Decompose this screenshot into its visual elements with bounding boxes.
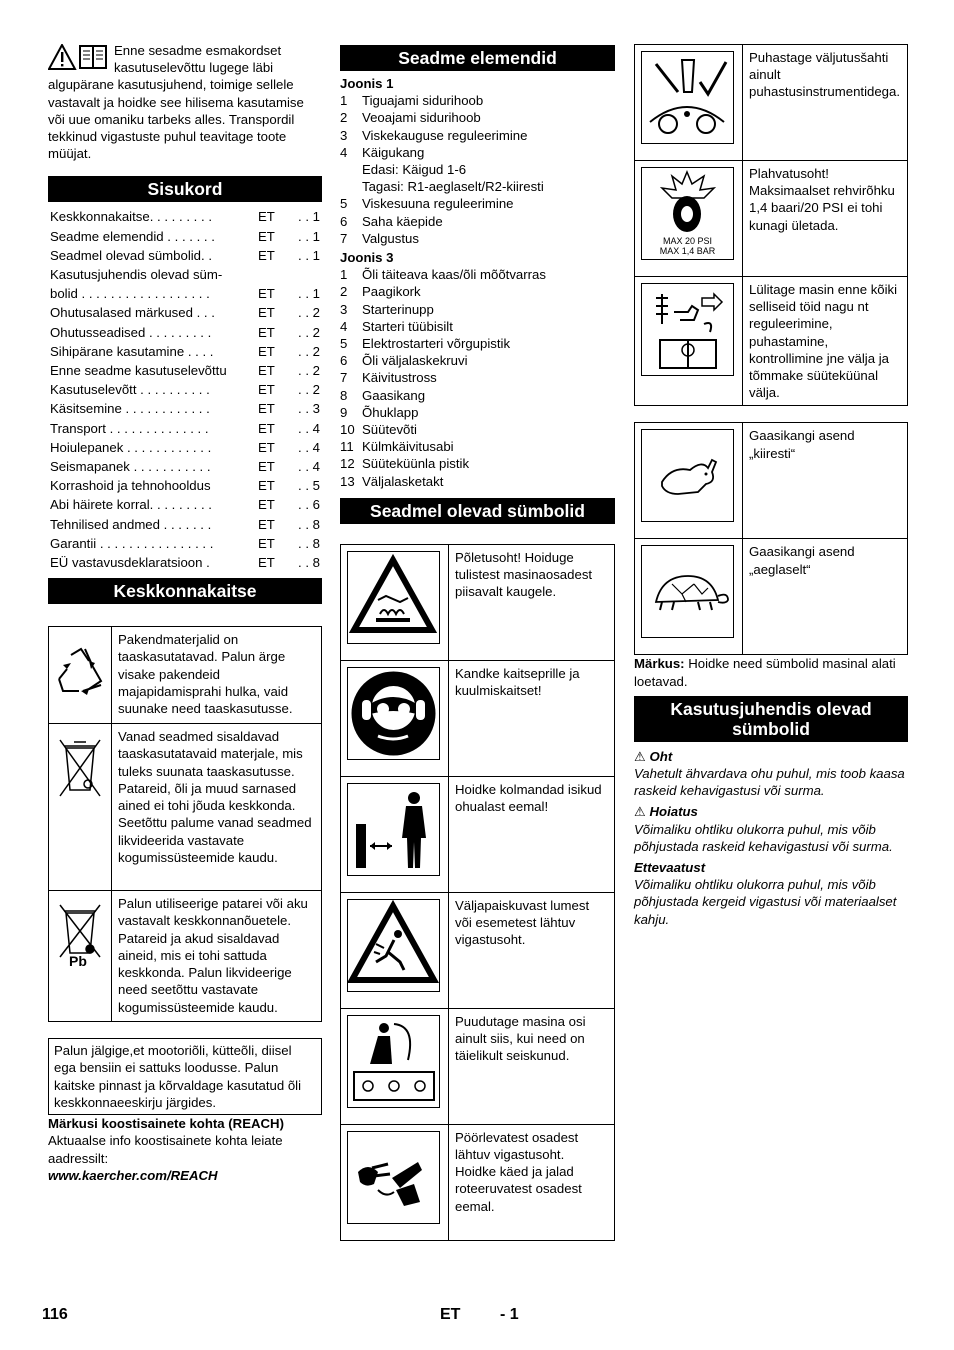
note-label: Märkus: <box>634 656 685 672</box>
list-item <box>340 144 615 161</box>
list-item-number: 11 <box>340 439 354 455</box>
toc-lang: ET <box>258 209 275 225</box>
symbol-text-fast: Gaasikangi asend „kiiresti“ <box>743 423 908 539</box>
danger-title: Oht <box>649 748 673 764</box>
toc-lang: ET <box>258 343 275 359</box>
toc-row[interactable] <box>48 457 322 476</box>
toc-page: . . 2 <box>298 382 320 398</box>
env-text-2: Vanad seadmed sisaldavad taaskasutatavaid materjale, mis tuleks suunata taaskasutusse. Patareid, õli ja muud sarnased ained ei tohi jõuda keskkonda. Seetõttu palume vanad seadmed likvideerida vastavate kogumissüsteemide kaudu. <box>112 724 322 891</box>
list-item <box>340 283 615 300</box>
list-item-number: 7 <box>340 370 348 386</box>
toc-page: . . 8 <box>298 535 320 551</box>
symbol-row <box>635 45 908 161</box>
toc-page: . . 2 <box>298 343 320 359</box>
symbol-row <box>635 423 908 539</box>
env-row <box>49 891 322 1022</box>
symbol-row <box>635 277 908 406</box>
list-item-text: Käivitustross <box>362 370 437 386</box>
toc-lang: ET <box>258 228 275 244</box>
toc-page: . . 4 <box>298 420 320 436</box>
machine-symbols-table <box>340 544 615 1241</box>
toc-row[interactable] <box>48 303 322 322</box>
list-item-number: 13 <box>340 473 355 489</box>
toc-row[interactable] <box>48 399 322 418</box>
clean-chute-tool-icon <box>641 51 734 144</box>
reach-title: Märkusi koostisainete kohta (REACH) <box>48 1116 284 1132</box>
toc-name: bolid . . . . . . . . . . . . . . . . . . <box>50 286 210 302</box>
list-item-text: Süüteküünla pistik <box>362 456 470 472</box>
toc-page: . . 4 <box>298 439 320 455</box>
list-item-number: 12 <box>340 456 355 472</box>
toc-lang: ET <box>258 324 275 340</box>
toc-row[interactable] <box>48 438 322 457</box>
caution-text: Võimaliku ohtliku olukorra puhul, mis võib põhjustada kergeid vigastusi või materiaalset kahju. <box>634 877 897 927</box>
toc-row[interactable] <box>48 495 322 514</box>
warning-triangle-icon: ⚠ <box>634 748 646 764</box>
toc-lang: ET <box>258 286 275 302</box>
keep-distance-person-icon <box>347 783 440 876</box>
toc-row[interactable] <box>48 515 322 534</box>
environment-heading: Keskkonnakaitse <box>48 578 322 604</box>
toc-lang: ET <box>258 247 275 263</box>
list-item <box>340 455 615 472</box>
toc-lang <box>256 265 294 284</box>
list-item <box>340 127 615 144</box>
symbol-text-7: Puhastage väljutusšahti ainult puhastusinstrumentidega. <box>743 45 908 161</box>
symbol-text-8: Plahvatusoht! Maksimaalset rehvirõhku 1,4 baari/20 PSI ei tohi kunagi ületada. <box>743 161 908 277</box>
list-item-number: 9 <box>340 404 348 420</box>
list-item-text: Süütevõti <box>362 422 417 438</box>
toc-page: . . 3 <box>298 401 320 417</box>
goggles-ear-protection-icon <box>347 667 440 760</box>
toc-heading: Sisukord <box>48 176 322 202</box>
toc-page: . . 6 <box>298 497 320 513</box>
list-item-text: Tiguajami sidurihoob <box>362 93 484 109</box>
crossed-bin-icon-cell <box>49 724 112 891</box>
toc-name: Seismapanek . . . . . . . . . . . <box>50 459 211 475</box>
list-item-number: 3 <box>340 301 348 317</box>
toc-row[interactable] <box>48 361 322 380</box>
turtle-slow-icon <box>641 545 734 638</box>
symbol-icon-cell <box>341 776 449 892</box>
toc-name: Garantii . . . . . . . . . . . . . . . . <box>50 535 214 551</box>
list-item-number: 6 <box>340 213 348 229</box>
symbol-icon-cell <box>635 277 743 406</box>
list-item-number: 5 <box>340 336 348 352</box>
symbol-text-3: Hoidke kolmandad isikud ohualast eemal! <box>449 776 615 892</box>
list-item-number: 1 <box>340 267 348 283</box>
toc-name: EÜ vastavusdeklaratsioon . <box>50 555 210 571</box>
symbol-row <box>635 539 908 655</box>
toc-lang: ET <box>258 305 275 321</box>
list-item <box>340 335 615 352</box>
components-heading: Seadme elemendid <box>340 45 615 71</box>
toc-page: . . 1 <box>298 228 320 244</box>
symbol-icon-cell <box>635 539 743 655</box>
list-item-number: 3 <box>340 127 348 143</box>
symbol-text-1: Põletusoht! Hoiduge tulistest masinaosadest piisavalt kaugele. <box>449 544 615 660</box>
symbol-icon-cell <box>635 161 743 277</box>
list-item-text: Käigukang <box>362 144 425 160</box>
toc-lang: ET <box>258 459 275 475</box>
symbol-icon-cell <box>341 660 449 776</box>
list-item <box>340 369 615 386</box>
toc-page: . . 5 <box>298 478 320 494</box>
toc-name: Abi häirete korral. . . . . . . . . <box>50 497 212 513</box>
toc-name: Kasutusjuhendis olevad süm- <box>50 267 223 283</box>
column-right <box>634 42 908 928</box>
battery-bin-icon <box>58 903 102 959</box>
list-item-number: 1 <box>340 93 348 109</box>
list-item <box>340 473 615 490</box>
symbol-icon-cell <box>635 423 743 539</box>
symbol-text-5: Puudutage masina osi ainult siis, kui need on täielikult seiskunud. <box>449 1008 615 1124</box>
list-item-text: Õli väljalaskekruvi <box>362 353 468 369</box>
footer-sub: - 1 <box>500 1306 519 1323</box>
symbol-text-6: Pöörlevatest osadest lähtuv vigastusoht. Hoidke käed ja jalad roteeruvatest osadest eemal. <box>449 1124 615 1240</box>
list-item <box>340 109 615 126</box>
list-item <box>340 404 615 421</box>
toc-row[interactable] <box>48 380 322 399</box>
toc-page: . . 2 <box>298 324 320 340</box>
symbol-icon-cell <box>341 892 449 1008</box>
list-item-text: Õli täiteava kaas/õli mõõtvarras <box>362 267 546 283</box>
toc-name: Kasutuselevõtt . . . . . . . . . . <box>50 382 210 398</box>
toc-name: Hoiulepanek . . . . . . . . . . . . <box>50 439 212 455</box>
toc-row[interactable] <box>48 323 322 342</box>
list-item-text: Elektrostarteri võrgupistik <box>362 336 511 352</box>
warning-triangle-icon: ⚠ <box>634 804 646 820</box>
symbol-row <box>341 544 615 660</box>
list-item-text: Veoajami sidurihoob <box>362 110 481 126</box>
toc-page: . . 2 <box>298 363 320 379</box>
list-item-text: Õhuklapp <box>362 404 419 420</box>
symbol-row <box>341 892 615 1008</box>
symbol-icon-cell <box>341 1008 449 1124</box>
toc-name: Ohutusseadised . . . . . . . . . <box>50 324 212 340</box>
toc-name: Korrashoid ja tehnohooldus <box>50 478 211 494</box>
list-item <box>340 161 615 178</box>
list-item <box>340 301 615 318</box>
crossed-bin-icon <box>58 738 102 798</box>
toc-row[interactable] <box>48 419 322 438</box>
list-item-text: Külmkäivitusabi <box>362 439 454 455</box>
touch-only-stopped-icon <box>347 1015 440 1108</box>
symbols-note <box>634 655 908 689</box>
env-row <box>49 724 322 891</box>
toc-lang: ET <box>258 382 275 398</box>
warning-text: Võimaliku ohtliku olukorra puhul, mis võib põhjustada raskeid kehavigastusi või surma. <box>634 821 893 854</box>
toc-row[interactable] <box>48 265 322 284</box>
warning-title-row <box>634 803 908 820</box>
figure1-label: Joonis 1 <box>340 76 394 91</box>
machine-symbols-heading: Seadmel olevad sümbolid <box>340 498 615 524</box>
toc-table <box>48 207 322 572</box>
list-item-text: Starterinupp <box>362 301 434 317</box>
toc-row[interactable] <box>48 246 322 265</box>
list-item-number: 6 <box>340 353 348 369</box>
toc-lang: ET <box>258 497 275 513</box>
list-item-text: Edasi: Käigud 1-6 <box>362 162 467 178</box>
toc-name: Seadme elemendid . . . . . . . <box>50 228 215 244</box>
symbol-row <box>341 660 615 776</box>
list-item <box>340 230 615 247</box>
reach-link[interactable]: www.kaercher.com/REACH <box>48 1167 218 1183</box>
warning-title: Hoiatus <box>649 804 698 820</box>
toc-page: . . 4 <box>298 459 320 475</box>
toc-name: Transport . . . . . . . . . . . . . . <box>50 420 209 436</box>
rotating-parts-hand-foot-icon <box>347 1131 440 1224</box>
column-left <box>48 42 322 1184</box>
symbol-text-2: Kandke kaitseprille ja kuulmiskaitset! <box>449 660 615 776</box>
toc-row[interactable] <box>48 207 322 226</box>
list-item-number: 2 <box>340 284 348 300</box>
oil-warning-box: Palun jälgige,et mootoriõli, kütteõli, diisel ega bensiin ei sattuks loodusse. Palun kaitske pinnast ja kõrvaldage kasutatud õli keskkonnaeeskirju järgides. <box>48 1038 322 1115</box>
list-item <box>340 352 615 369</box>
list-item-text: Gaasikang <box>362 387 426 403</box>
list-item <box>340 213 615 230</box>
battery-bin-icon-cell <box>49 891 112 1022</box>
toc-row[interactable] <box>48 227 322 246</box>
list-item-number: 8 <box>340 387 348 403</box>
list-item-text: Valgustus <box>362 230 419 246</box>
symbol-row <box>341 1124 615 1240</box>
machine-symbols-table-2 <box>634 44 908 406</box>
symbol-row <box>341 1008 615 1124</box>
list-item-text: Viskesuuna reguleerimine <box>362 196 514 212</box>
note-text: Hoidke need sümbolid masinal alati loetavad. <box>634 656 896 689</box>
list-item-number: 10 <box>340 422 355 438</box>
hare-fast-icon <box>641 429 734 522</box>
tyre-label-psi: MAX 20 PSI <box>662 236 713 246</box>
intro-block <box>48 42 322 162</box>
intro-icons <box>48 44 114 74</box>
column-middle <box>340 42 615 1241</box>
env-text-3: Palun utiliseerige patarei või aku vastavalt keskkonnanõuetele. Patareid ja akud sisaldavad aineid, mis ei tohi sattuda keskkonda. Palun likvideerige need seetõttu vastavate kogumissüsteemide kaudu. <box>112 891 322 1022</box>
toc-name: Enne seadme kasutuselevõttu <box>50 363 227 379</box>
list-item-number: 4 <box>340 144 348 160</box>
list-item-text: Paagikork <box>362 284 421 300</box>
toc-page: . . 1 <box>298 286 320 302</box>
toc-row[interactable] <box>48 476 322 495</box>
toc-row[interactable] <box>48 342 322 361</box>
symbol-row <box>635 161 908 277</box>
list-item-number: 2 <box>340 110 348 126</box>
toc-name: Seadmel olevad sümbolid. . <box>50 247 213 263</box>
symbol-row <box>341 776 615 892</box>
toc-page: . . 8 <box>298 516 320 532</box>
warning-manual-icon <box>48 44 110 70</box>
footer-lang: ET <box>440 1306 461 1323</box>
toc-name: Keskkonnakaitse. . . . . . . . . <box>50 209 212 225</box>
symbol-icon-cell <box>341 1124 449 1240</box>
page-number: 116 <box>42 1306 68 1323</box>
toc-lang: ET <box>258 516 275 532</box>
intro-text: Enne sesadme esmakordset kasutuselevõttu lugege läbi algupärane kasutusjuhend, toimige sellele vastavalt ja hoidke see hilisema kasutamise või uue omaniku tarbeks alles. Transpordil tekkinud vigastuste puhul teavitage toote müüjat. <box>48 43 304 162</box>
tyre-burst-icon <box>641 167 734 260</box>
symbol-icon-cell <box>341 544 449 660</box>
symbol-icon-cell <box>635 45 743 161</box>
toc-lang: ET <box>258 535 275 551</box>
list-item <box>340 438 615 455</box>
danger-title-row <box>634 748 908 765</box>
pb-label: Pb <box>69 953 87 970</box>
figure1-list <box>340 92 615 247</box>
list-item-number: 7 <box>340 230 348 246</box>
toc-page: . . 1 <box>298 247 320 263</box>
flying-objects-warning-icon <box>347 899 440 992</box>
danger-text: Vahetult ähvardava ohu puhul, mis toob kaasa raskeid kehavigastusi või surma. <box>634 766 905 799</box>
list-item-text: Saha käepide <box>362 213 443 229</box>
list-item <box>340 195 615 212</box>
tyre-label-bar: MAX 1,4 BAR <box>659 246 716 256</box>
list-item-text: Tagasi: R1-aeglaselt/R2-kiiresti <box>362 179 544 195</box>
toc-name: Käsitsemine . . . . . . . . . . . . <box>50 401 210 417</box>
environment-table <box>48 626 322 1022</box>
toc-lang: ET <box>258 478 275 494</box>
list-item <box>340 266 615 283</box>
list-item-number: 4 <box>340 318 348 334</box>
figure3-list <box>340 266 615 490</box>
toc-row[interactable] <box>48 534 322 553</box>
toc-name: Ohutusalased märkused . . . <box>50 305 215 321</box>
symbol-text-slow: Gaasikangi asend „aeglaselt“ <box>743 539 908 655</box>
switch-off-manual-icon <box>641 283 734 376</box>
toc-name: Sihipärane kasutamine . . . . <box>50 343 214 359</box>
toc-lang: ET <box>258 439 275 455</box>
figure3-label: Joonis 3 <box>340 250 394 266</box>
list-item <box>340 421 615 438</box>
toc-row[interactable] <box>48 284 322 303</box>
reach-text: Aktuaalse info koostisainete kohta leiate aadressilt: <box>48 1133 283 1166</box>
list-item-text: Starteri tüübisilt <box>362 318 453 334</box>
list-item <box>340 318 615 335</box>
recycle-icon <box>53 645 109 705</box>
list-item-text: Väljalasketakt <box>362 473 444 489</box>
symbol-text-9: Lülitage masin enne kõiki selliseid töid nagu nt reguleerimine, puhastamine, kontrollimine jne välja ja tõmmake süüteküünal välja. <box>743 277 908 406</box>
toc-lang: ET <box>258 555 275 571</box>
env-text-1: Pakendmaterjalid on taaskasutatavad. Palun ärge visake pakendeid majapidamisprahi hulka, vaid suunake need taaskasutusse. <box>112 627 322 724</box>
list-item <box>340 387 615 404</box>
toc-page: . . 8 <box>298 555 320 571</box>
toc-lang: ET <box>258 363 275 379</box>
throttle-symbols-table <box>634 422 908 655</box>
env-row <box>49 627 322 724</box>
list-item <box>340 92 615 109</box>
list-item <box>340 178 615 195</box>
list-item-text: Viskekauguse reguleerimine <box>362 127 528 143</box>
manual-symbols-heading: Kasutusjuhendis olevad sümbolid <box>634 696 908 742</box>
caution-title: Ettevaatust <box>634 860 706 876</box>
symbol-text-4: Väljapaiskuvast lumest või esemetest lähtuv vigastusoht. <box>449 892 615 1008</box>
toc-lang: ET <box>258 420 275 436</box>
toc-page <box>294 265 322 284</box>
toc-lang: ET <box>258 401 275 417</box>
hot-surface-warning-icon <box>347 551 440 644</box>
toc-page: . . 1 <box>298 209 320 225</box>
list-item-number: 5 <box>340 196 348 212</box>
toc-name: Tehnilised andmed . . . . . . . <box>50 516 212 532</box>
recycle-icon-cell <box>49 627 112 724</box>
toc-row[interactable] <box>48 553 322 572</box>
toc-page: . . 2 <box>298 305 320 321</box>
